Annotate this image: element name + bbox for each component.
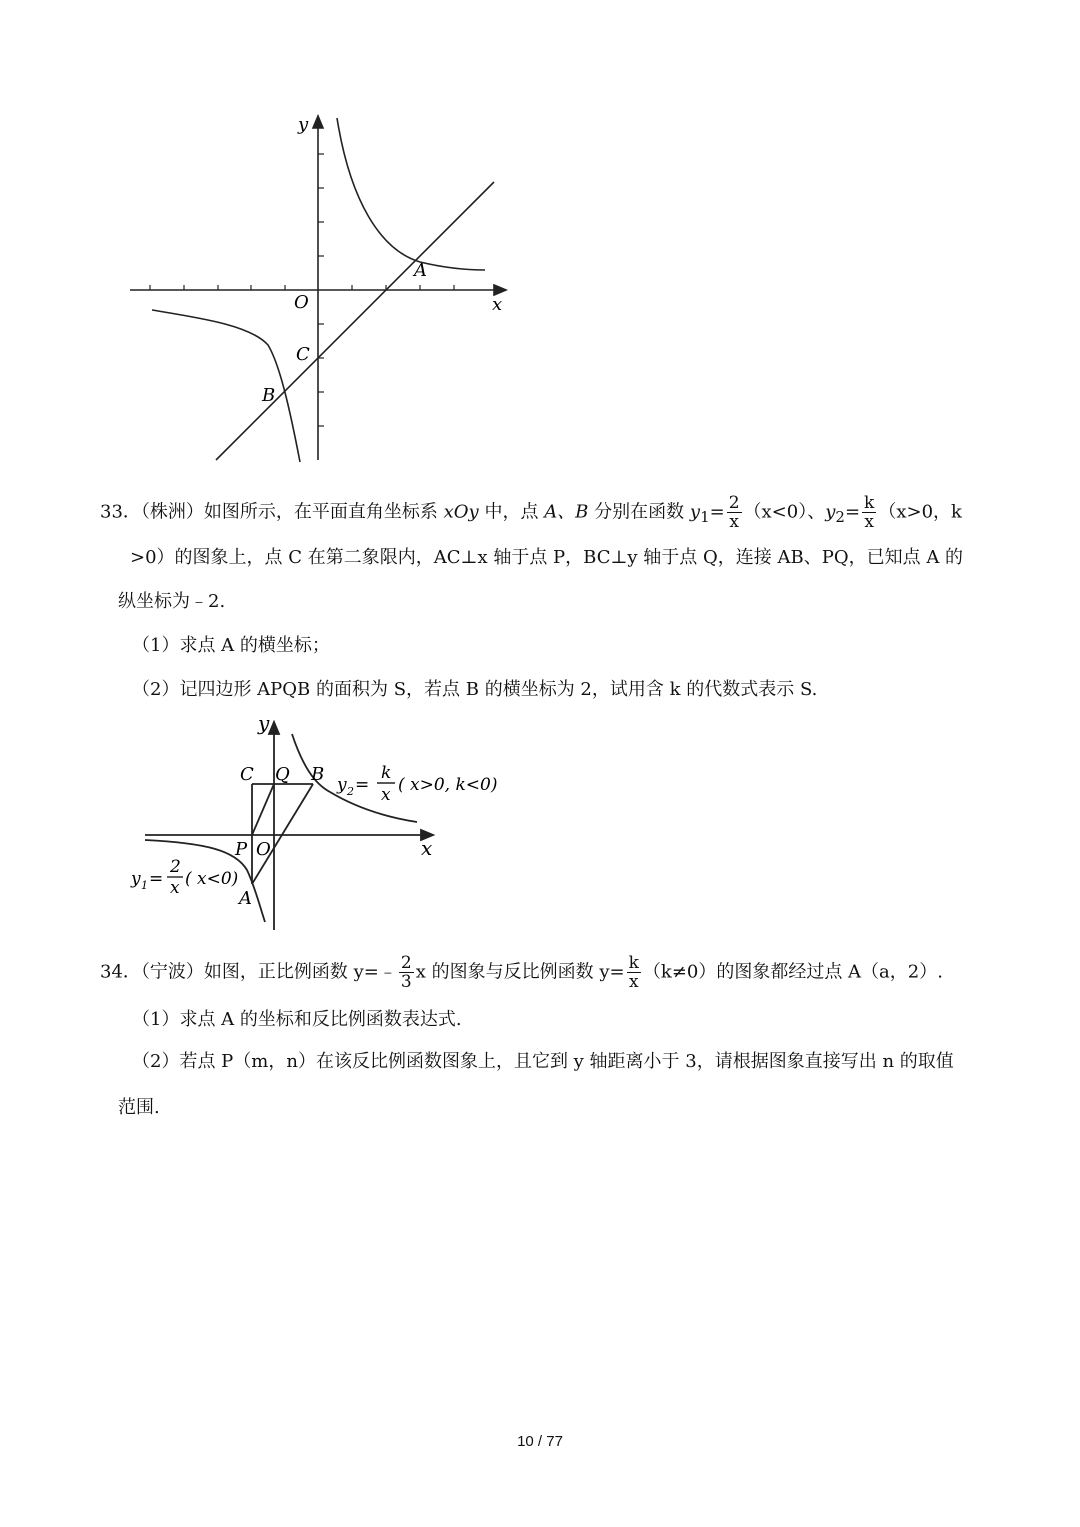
- q33-eq1: =: [709, 501, 725, 523]
- q33-source: （株洲）: [140, 501, 204, 523]
- eq-y1-cond: ( x<0): [185, 869, 239, 889]
- q34-line-1: [100, 954, 943, 991]
- eq-y2-num: k: [381, 763, 392, 783]
- q33-points-ab: A、B: [544, 501, 589, 523]
- eq-y2-den: x: [381, 785, 391, 805]
- origin-label: O: [256, 839, 271, 860]
- point-a-label: A: [414, 260, 427, 281]
- q33-f1-den: x: [729, 512, 739, 532]
- q33-cond2: （x>0，k: [878, 501, 962, 523]
- hyperbola-branch-first-quadrant: [337, 118, 485, 270]
- origin-label: O: [294, 292, 309, 313]
- q33-fraction-1: [727, 494, 742, 531]
- figure-2-graph: [125, 712, 545, 937]
- q33-y2: y: [825, 501, 836, 523]
- q33-text-b: 中，点: [484, 501, 539, 523]
- q34-fraction-2: [627, 954, 641, 991]
- y-axis-arrow: [269, 722, 279, 734]
- eq-y2-equals: =: [355, 775, 370, 795]
- eq-y2-symbol: y: [337, 775, 347, 795]
- x-axis-label: x: [492, 294, 503, 315]
- eq-y1-den: x: [170, 878, 180, 898]
- q33-eq2: =: [844, 501, 861, 523]
- q34-f2-num: k: [628, 953, 639, 973]
- eq-y2-cond: ( x>0, k<0): [398, 775, 498, 795]
- q33-text-c: 分别在函数: [594, 501, 685, 523]
- eq-y1-num: 2: [170, 857, 181, 877]
- eq-y1-sub: 1: [141, 879, 148, 892]
- eq-y1-symbol: y: [131, 869, 141, 889]
- q34-part-2: （2）若点 P（m，n）在该反比例函数图象上，且它到 y 轴距离小于 3，请根据图象直接写出 n 的取值: [132, 1051, 954, 1072]
- point-c-label: C: [296, 344, 310, 365]
- q34-number: 34．: [100, 961, 141, 983]
- q33-line-1: [100, 494, 962, 531]
- y-axis-label: y: [298, 114, 309, 135]
- point-b-label: B: [311, 764, 325, 785]
- q33-y1: y: [689, 501, 701, 523]
- y-axis-arrow: [313, 116, 323, 128]
- q34-fraction-1: [399, 954, 414, 991]
- q33-part-1: （1）求点 A 的横坐标；: [132, 635, 330, 656]
- point-p-label: P: [235, 839, 248, 860]
- equation-y1: [130, 857, 238, 898]
- x-axis-label: x: [421, 836, 433, 860]
- y-axis-label: y: [258, 712, 270, 735]
- point-q-label: Q: [275, 764, 290, 785]
- q33-xoy: xOy: [443, 501, 479, 523]
- q33-f1-num: 2: [728, 493, 740, 513]
- figure-1-graph: [120, 110, 520, 470]
- q33-cond1: （x<0）、: [743, 501, 826, 523]
- q34-source: （宁波）: [140, 961, 204, 983]
- q34-part-2-continuation: 范围.: [118, 1097, 160, 1118]
- point-c-label: C: [240, 764, 254, 785]
- segment-pq: [252, 784, 274, 835]
- q33-y1-sub: 1: [700, 508, 710, 527]
- q34-text-b: x 的图象与反比例函数 y=: [415, 961, 625, 983]
- q33-y2-sub: 2: [835, 508, 845, 527]
- q34-f2-den: x: [628, 972, 639, 992]
- point-a-label: A: [239, 888, 252, 909]
- q34-text-c: （k≠0）的图象都经过点 A（a，2）.: [642, 961, 943, 983]
- q33-f2-den: x: [864, 512, 874, 532]
- q33-line-3: 纵坐标为﹣2.: [118, 591, 226, 612]
- q33-text-a: 如图所示，在平面直角坐标系: [203, 501, 438, 523]
- q34-part-1: （1）求点 A 的坐标和反比例函数表达式.: [132, 1009, 462, 1030]
- q33-number: 33．: [100, 501, 141, 523]
- segment-ab: [252, 784, 313, 884]
- eq-y2-sub: 2: [347, 785, 354, 798]
- q33-f2-num: k: [864, 493, 875, 513]
- point-b-label: B: [262, 385, 276, 406]
- equation-y2: [336, 763, 498, 805]
- q34-f1-num: 2: [400, 953, 412, 973]
- page-number: 10 / 77: [517, 1433, 563, 1450]
- q33-line-2: >0）的图象上，点 C 在第二象限内，AC⊥x 轴于点 P，BC⊥y 轴于点 Q，连接 AB、PQ，已知点 A 的: [130, 547, 964, 568]
- q34-f1-den: 3: [400, 972, 412, 992]
- q34-text-a: 如图，正比例函数 y=﹣: [203, 961, 397, 983]
- q33-fraction-2: [862, 494, 876, 531]
- eq-y1-equals: =: [149, 869, 164, 889]
- q33-part-2: （2）记四边形 APQB 的面积为 S，若点 B 的横坐标为 2，试用含 k 的代数式表示 S.: [132, 679, 818, 700]
- straight-line: [216, 182, 494, 460]
- hyperbola-branch-third-quadrant: [152, 310, 300, 462]
